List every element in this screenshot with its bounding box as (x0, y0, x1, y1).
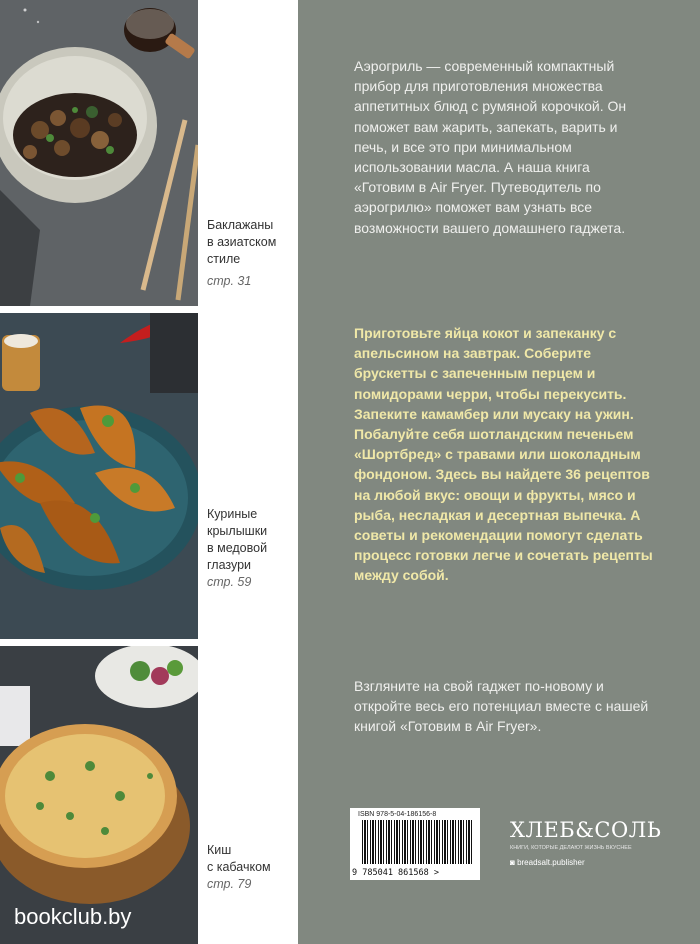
highlight-paragraph: Приготовьте яйца кокот и запеканку с апельсином на завтрак. Соберите брускетты с запеченным перцем и помидорами черри, чтобы перекусить. Запеките камамбер или мусаку на ужин. Побалуйте себя шотландским печеньем «Шортбред» с травами или шоколадным фондоном. Здесь вы найдете 36 рецептов на любой вкус: овощи и фрукты, мясо и рыба, несладкая и десертная выпечка. А советы и рекомендации помогут сделать процесс готовки легче и сочетать рецепты между собой. (354, 325, 653, 584)
barcode-number: 9 785041 861568 > (352, 868, 439, 878)
caption-chicken: Куриные крылышки в медовой глазури стр. 59 (207, 507, 268, 589)
photo-quiche (0, 646, 198, 944)
watermark-text: bookclub.by (14, 904, 132, 929)
publisher-logo: ХЛЕБ&СОЛЬ (510, 818, 662, 842)
caption-quiche: Киш с кабачком стр. 79 (207, 843, 271, 891)
publisher-instagram: ◙ breadsalt.publisher (510, 858, 585, 867)
caption-page: стр. 31 (207, 274, 252, 288)
isbn-label: ISBN 978-5-04-186156-8 (358, 811, 437, 818)
recipe-photos (0, 0, 198, 944)
intro-paragraph: Аэрогриль — современный компактный прибор для приготовления множества аппетитных блюд с румяной корочкой. Он поможет вам жарить, запекать, варить и печь, и все это при минимальном использовании масла. А наша книга «Готовим в Air Fryer. Путеводитель по аэрогрилю» поможет вам узнать все возможности вашего домашнего гаджета. (354, 58, 627, 236)
caption-page: стр. 59 (207, 575, 252, 589)
caption-page: стр. 79 (207, 877, 252, 891)
closing-paragraph: Взгляните на свой гаджет по-новому и откройте весь его потенциал вместе с нашей книгой «Готовим в Air Fryer». (354, 678, 649, 735)
photo-captions (198, 0, 298, 944)
isbn-barcode (350, 808, 480, 880)
instagram-icon: ◙ (510, 858, 518, 867)
description-panel (298, 0, 700, 944)
barcode-icon (362, 820, 474, 864)
photo-eggplant (0, 0, 198, 306)
caption-eggplant: Баклажаны в азиатском стиле стр. 31 (207, 218, 277, 288)
publisher-tagline: КНИГИ, КОТОРЫЕ ДЕЛАЮТ ЖИЗНЬ ВКУСНЕЕ (510, 845, 632, 851)
photo-chicken-wings (0, 313, 198, 639)
